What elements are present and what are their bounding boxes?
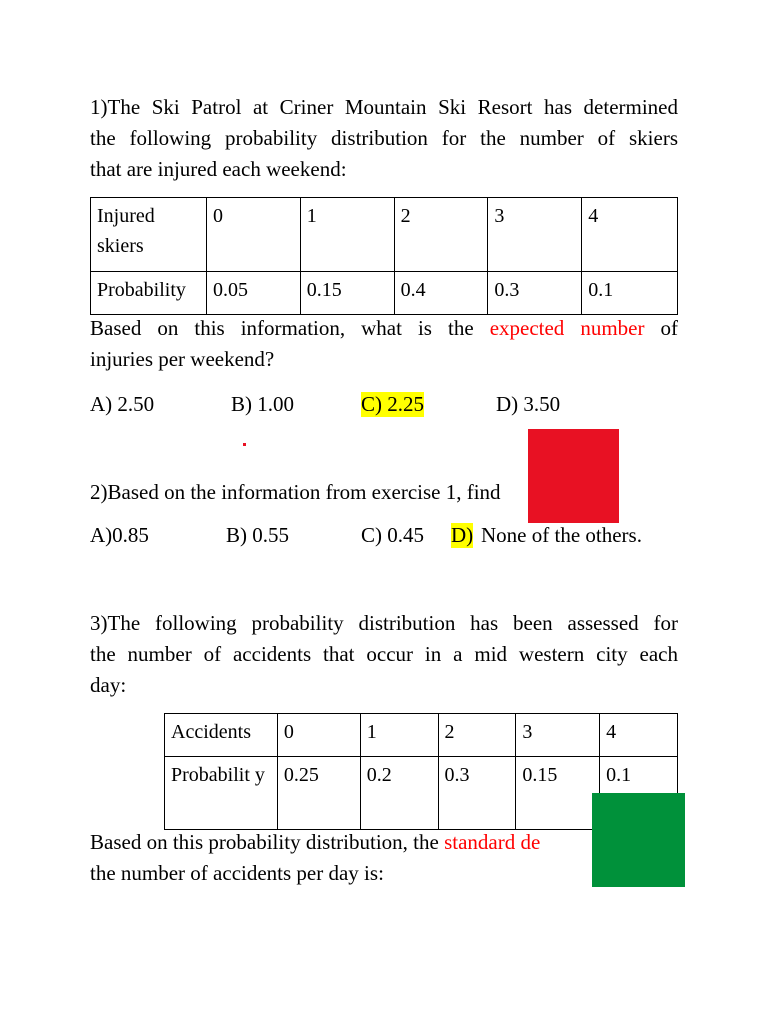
redaction-block-green: [592, 793, 685, 887]
table-cell: Probabilit y: [165, 757, 278, 830]
q3-line: the number of accidents that occur in a mid western city each: [90, 642, 678, 666]
redaction-block: [528, 429, 619, 523]
table-row: [91, 272, 678, 315]
q2-option-d-text: None of the others.: [481, 523, 642, 547]
q3-line: 3)The following probability distribution has been assessed for: [90, 611, 678, 635]
q1-question-text: Based on this information, what is the: [90, 316, 474, 340]
table-cell: 3: [516, 714, 600, 757]
q1-question: [90, 313, 678, 375]
q2-question: 2)Based on the information from exercise 1, find: [90, 480, 501, 504]
q1-question-line2: injuries per weekend?: [90, 347, 275, 371]
q3-question: [90, 830, 540, 855]
table-cell: 0.3: [438, 757, 516, 830]
q3-intro: [90, 608, 678, 701]
table-row: [91, 198, 678, 272]
table-row: [165, 714, 678, 757]
table-cell: 0.15: [300, 272, 394, 315]
q2-option-b[interactable]: B) 0.55: [226, 523, 289, 547]
table-cell: Injured skiers: [91, 198, 207, 272]
table-cell: 1: [300, 198, 394, 272]
q1-table: [90, 197, 678, 315]
q1-line: the following probability distribution for the number of skiers: [90, 126, 678, 150]
table-cell: 0.25: [277, 757, 360, 830]
q2-option-c[interactable]: C) 0.45: [361, 523, 424, 547]
table-cell: Accidents: [165, 714, 278, 757]
q3-question-line2: the number of accidents per day is:: [90, 861, 384, 885]
q3-question-text: Based on this probability distribution, the: [90, 830, 439, 854]
table-cell: 0.1: [582, 272, 678, 315]
q1-intro: [90, 92, 678, 185]
table-cell: 0.2: [360, 757, 438, 830]
table-cell: 4: [600, 714, 678, 757]
q3-question-highlight: standard de: [444, 830, 541, 854]
table-cell: 0.15: [516, 757, 600, 830]
red-dot: [243, 443, 246, 446]
table-cell: 3: [488, 198, 582, 272]
q3-line: day:: [90, 673, 127, 697]
table-cell: 0: [277, 714, 360, 757]
q1-line: that are injured each weekend:: [90, 157, 347, 181]
table-cell: 4: [582, 198, 678, 272]
q1-option-b[interactable]: B) 1.00: [231, 392, 294, 416]
table-cell: 0: [206, 198, 300, 272]
q1-line: 1)The Ski Patrol at Criner Mountain Ski Resort has determined: [90, 95, 678, 119]
table-cell: Probability: [91, 272, 207, 315]
q1-option-d[interactable]: D) 3.50: [496, 392, 561, 416]
q1-option-a[interactable]: A) 2.50: [90, 392, 155, 416]
q2-option-a[interactable]: A)0.85: [90, 523, 149, 547]
table-cell: 0.05: [206, 272, 300, 315]
q1-question-text-end: of: [660, 316, 679, 340]
table-cell: 0.4: [394, 272, 488, 315]
table-cell: 1: [360, 714, 438, 757]
table-cell: 0.3: [488, 272, 582, 315]
q1-option-c[interactable]: C) 2.25: [361, 392, 424, 416]
table-cell: 0.1: [600, 757, 678, 830]
q1-question-highlight: expected number: [489, 316, 645, 340]
table-cell: 2: [438, 714, 516, 757]
table-cell: 2: [394, 198, 488, 272]
q2-option-d[interactable]: D): [451, 523, 474, 547]
